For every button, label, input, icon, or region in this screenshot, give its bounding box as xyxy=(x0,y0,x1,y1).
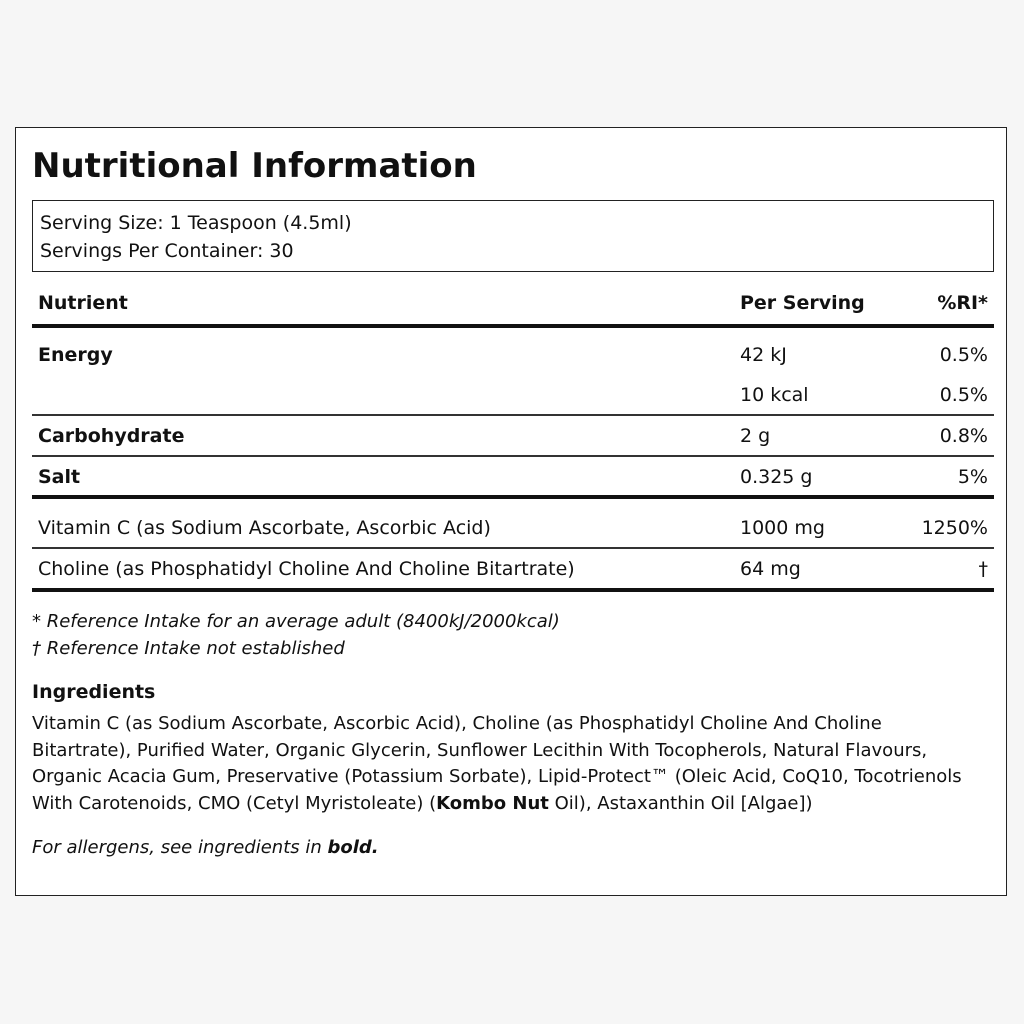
nutrition-table xyxy=(32,278,994,580)
table-row xyxy=(32,517,994,541)
allergen-highlight: Kombo Nut xyxy=(436,792,549,814)
divider-thick xyxy=(32,588,994,592)
divider-thin xyxy=(32,455,994,457)
table-row xyxy=(32,425,994,449)
table-row xyxy=(32,558,994,582)
ri-footnote: * Reference Intake for an average adult (8400kJ/2000kcal) xyxy=(32,611,560,632)
ingredients-text-before: Vitamin C (as Sodium Ascorbate, Ascorbic Acid), Choline (as Phosphatidyl Choline And Choline Bitartrate), Purified Water, Organic Glycerin, Sunflower Lecithin With Tocopherols, Natural Flavours, Organic Acacia Gum, Preservative (Potassium Sorbate), Lipid-Protect™ (Oleic Acid, CoQ10, Tocotrienols With Carotenoids, CMO (Cetyl Myristoleate) ( xyxy=(32,713,962,814)
serving-info-box xyxy=(32,200,994,272)
allergen-note xyxy=(32,837,379,858)
ingredients-text-after: Oil), Astaxanthin Oil [Algae]) xyxy=(548,792,813,814)
table-row xyxy=(32,344,994,368)
ingredients-heading: Ingredients xyxy=(32,681,156,703)
row-per-serving: 2 g xyxy=(740,425,771,447)
page-title: Nutritional Information xyxy=(32,146,477,186)
row-per-serving: 64 mg xyxy=(740,558,801,580)
row-ri: 0.5% xyxy=(939,384,988,406)
nutrition-panel xyxy=(15,127,1007,896)
row-nutrient: Vitamin C (as Sodium Ascorbate, Ascorbic Acid) xyxy=(38,517,491,539)
header-per-serving: Per Serving xyxy=(740,292,865,314)
header-nutrient: Nutrient xyxy=(38,292,128,314)
table-header-row xyxy=(32,278,994,314)
row-per-serving: 0.325 g xyxy=(740,466,813,488)
row-ri: 0.8% xyxy=(939,425,988,447)
divider-thin xyxy=(32,414,994,416)
ingredients-text xyxy=(32,711,982,817)
row-per-serving: 42 kJ xyxy=(740,344,787,366)
divider-thick xyxy=(32,324,994,328)
row-nutrient: Choline (as Phosphatidyl Choline And Choline Bitartrate) xyxy=(38,558,575,580)
row-nutrient: Salt xyxy=(38,466,81,488)
divider-thin xyxy=(32,547,994,549)
dagger-footnote: † Reference Intake not established xyxy=(32,638,345,659)
row-per-serving: 1000 mg xyxy=(740,517,825,539)
serving-size: Serving Size: 1 Teaspoon (4.5ml) xyxy=(40,212,352,234)
header-ri: %RI* xyxy=(937,292,988,314)
allergen-note-prefix: For allergens, see ingredients in xyxy=(32,837,328,858)
row-nutrient: Energy xyxy=(38,344,113,366)
row-ri: † xyxy=(978,558,988,580)
table-row xyxy=(32,384,994,408)
row-nutrient: Carbohydrate xyxy=(38,425,185,447)
row-ri: 1250% xyxy=(921,517,988,539)
row-ri: 0.5% xyxy=(939,344,988,366)
servings-per-container: Servings Per Container: 30 xyxy=(40,240,294,262)
row-ri: 5% xyxy=(957,466,988,488)
table-row xyxy=(32,466,994,490)
divider-thick xyxy=(32,495,994,499)
footnotes xyxy=(32,608,560,662)
row-per-serving: 10 kcal xyxy=(740,384,809,406)
allergen-note-bold: bold. xyxy=(327,837,379,858)
